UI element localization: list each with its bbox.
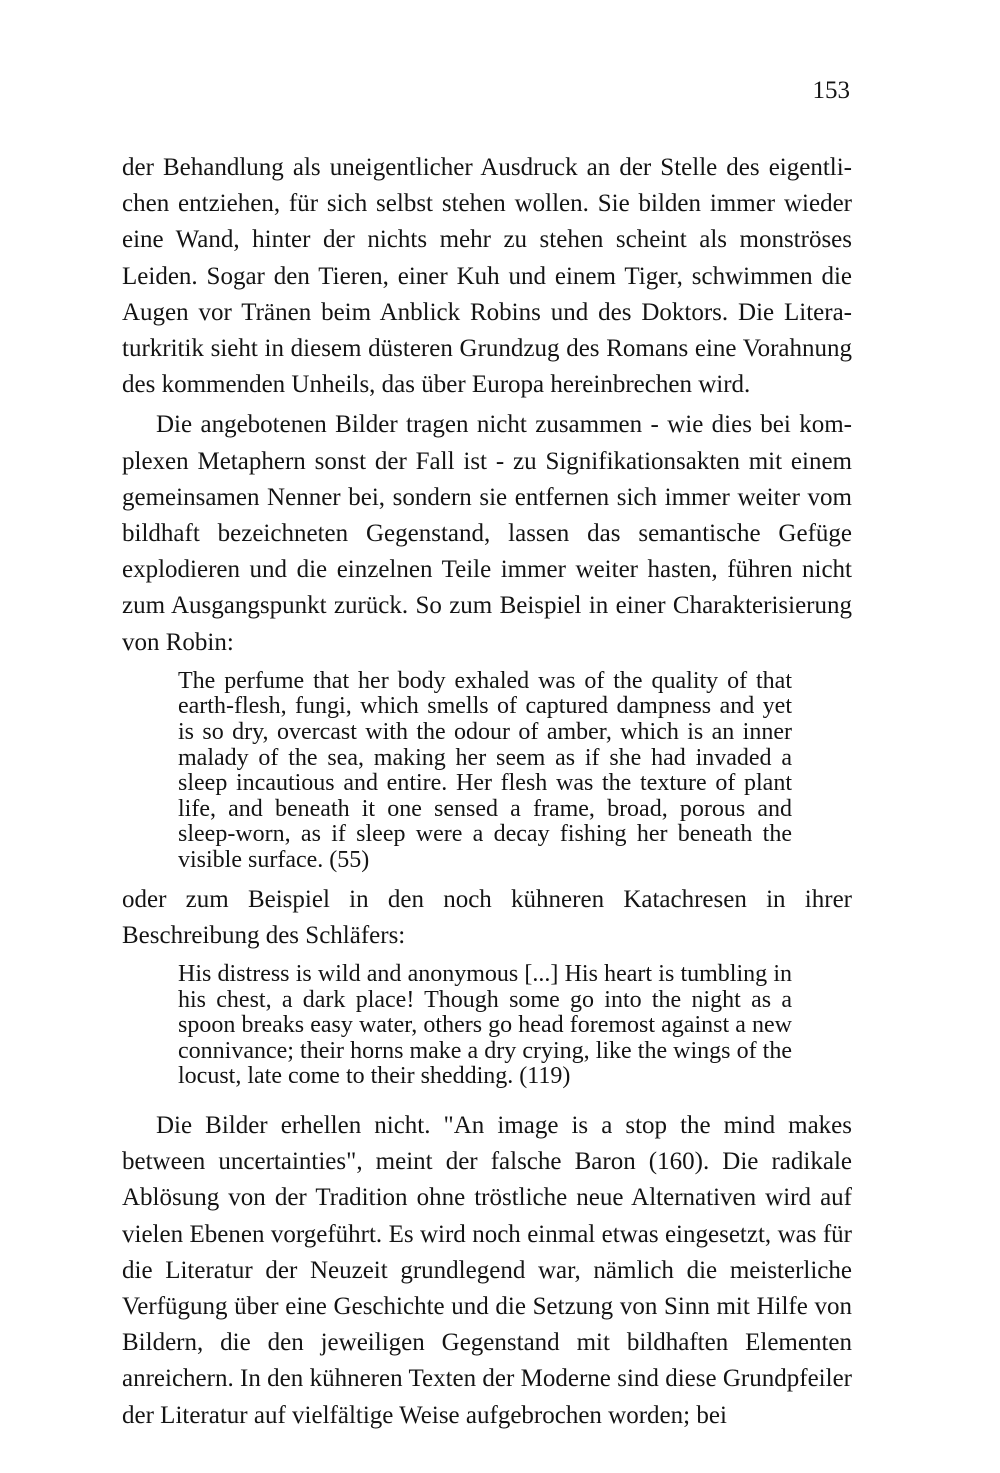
paragraph-4: Die Bilder erhellen nicht. "An image is a stop the mind makes between uncertainties", meint der falsche Baron (160). Die radikale Ablösung von der Tradition ohne tröstliche neue Alternativen wird auf vielen Ebenen vorgeführt. Es wird noch einmal etwas eingesetzt, was für die Literatur der Neuzeit grundlegend war, nämlich die meisterliche Verfügung über eine Geschichte und die Setzung von Sinn mit Hilfe von Bildern, die den jeweiligen Gegenstand mit bildhaften Elementen anreichern. In den kühneren Texten der Moderne sind diese Grundpfeiler der Literatur auf vielfältige Weise aufgebrochen worden; bei: [122, 1111, 852, 1429]
paragraph-1: der Behandlung als uneigentlicher Ausdruck an der Stelle des eigentlichen entziehen, für sich selbst stehen wollen. Sie bilden immer wieder eine Wand, hinter der nichts mehr zu stehen scheint als monströses Leiden. Sogar den Tieren, einer Kuh und einem Tiger, schwimmen die Augen vor Tränen beim Anblick Robins und des Doktors. Die Literaturkritik sieht in diesem düsteren Grundzug des Romans eine Vorahnung des kommenden Unheils, das über Europa hereinbrechen wird.: [122, 154, 852, 399]
block-quote-1-text: The perfume that her body exhaled was of the quality of that earth-flesh, fungi, which smells of captured dampness and yet is so dry, overcast with the odour of amber, which is an inner malady of the sea, making her seem as if she had invaded a sleep incautious and entire. Her flesh was the texture of plant life, and beneath it one sensed a frame, broad, porous and sleep-worn, as if sleep were a decay fishing her beneath the visible surface. (55): [178, 667, 792, 873]
paragraph-3: oder zum Beispiel in den noch kühneren Katachresen in ihrer Beschreibung des Schläfers:: [122, 885, 852, 949]
page-body: [122, 150, 852, 1434]
block-quote-1: [178, 669, 792, 874]
paragraph-2: Die angebotenen Bilder tragen nicht zusammen - wie dies bei komplexen Metaphern sonst der Fall ist - zu Signifikationsakten mit einem gemeinsamen Nenner bei, sondern sie entfernen sich immer weiter vom bildhaft bezeichneten Gegenstand, lassen das semantische Gefüge explodieren und die einzelnen Teile immer weiter hasten, führen nicht zum Ausgangspunkt zurück. So zum Beispiel in einer Charakterisierung von Robin:: [122, 411, 852, 656]
block-quote-2-text: His distress is wild and anonymous [...] His heart is tumbling in his chest, a dark place! Though some go into the night as a spoon breaks easy water, others go head foremost against a new connivance; their horns make a dry crying, like the wings of the locust, late come to their shedding. (119): [178, 961, 792, 1090]
page-number: 153: [812, 77, 850, 104]
block-quote-2: [178, 962, 792, 1090]
